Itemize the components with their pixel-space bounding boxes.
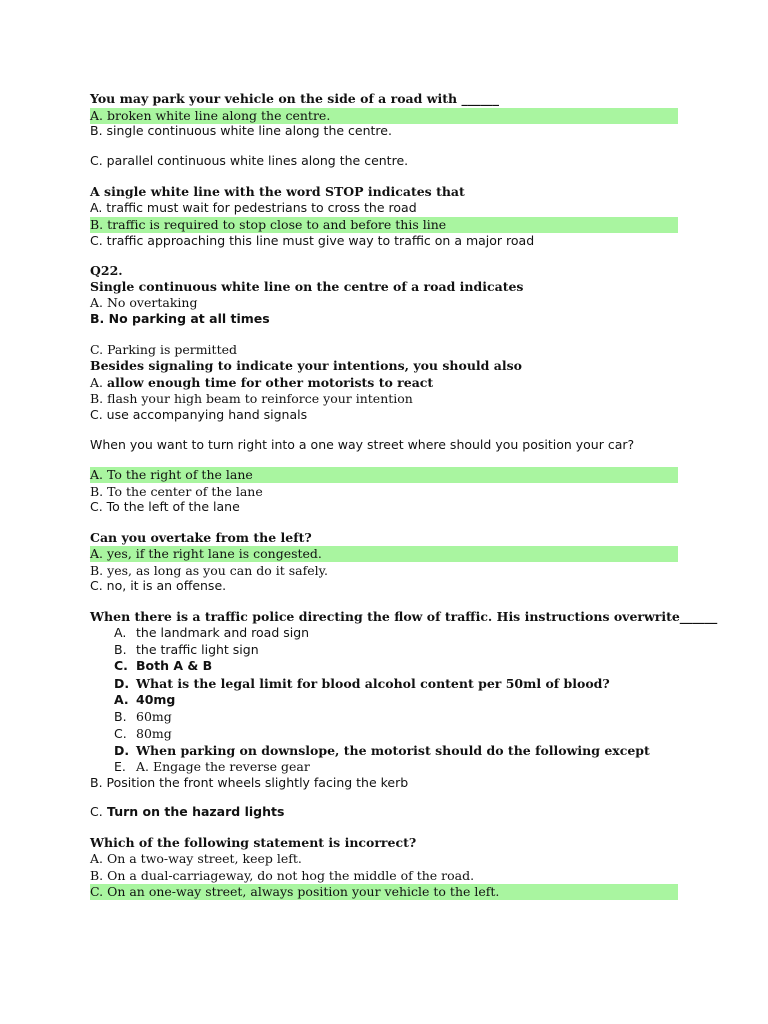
question-stop-line: A single white line with the word STOP indicates that (90, 184, 465, 199)
list-item (114, 726, 172, 742)
question-number: Q22. (90, 263, 123, 278)
option-a: A. traffic must wait for pedestrians to cross the road (90, 200, 417, 215)
question-park-vehicle: You may park your vehicle on the side of a road with ______ (90, 91, 499, 106)
question-signaling: Besides signaling to indicate your intentions, you should also (90, 358, 522, 373)
list-marker: C. (114, 726, 127, 741)
option-c: C. no, it is an offense. (90, 578, 227, 593)
list-text-answer-40mg: 40mg (136, 692, 176, 707)
answer-right-lane-congested-highlighted: A. yes, if the right lane is congested. (90, 546, 678, 562)
list-text: the traffic light sign (136, 642, 259, 657)
option-c: C. parallel continuous white lines along the centre. (90, 153, 409, 168)
list-marker: A. (114, 692, 129, 707)
answer-hazard-lights (90, 804, 284, 820)
list-item (114, 625, 309, 641)
question-continuous-line: Single continuous white line on the centre of a road indicates (90, 279, 524, 294)
question-turn-right: When you want to turn right into a one way street where should you position your car? (90, 437, 635, 452)
option-c: C. Parking is permitted (90, 342, 237, 357)
list-item (114, 692, 175, 708)
answer-one-way-left-highlighted: C. On an one-way street, always position your vehicle to the left. (90, 884, 678, 900)
option-c: C. use accompanying hand signals (90, 407, 308, 422)
list-item (114, 709, 172, 725)
list-item (114, 759, 310, 775)
answer-broken-line-highlighted: A. broken white line along the centre. (90, 108, 678, 124)
option-b: B. To the center of the lane (90, 484, 263, 499)
answer-stop-before-line-highlighted: B. traffic is required to stop close to and before this line (90, 217, 678, 233)
option-b: B. single continuous white line along the centre. (90, 123, 392, 138)
option-b: B. yes, as long as you can do it safely. (90, 563, 329, 578)
list-text: A. Engage the reverse gear (136, 759, 310, 774)
list-text: the landmark and road sign (136, 625, 310, 640)
list-marker: A. (114, 625, 127, 640)
answer-no-parking-bold: B. No parking at all times (90, 311, 270, 326)
list-item (114, 658, 212, 674)
question-traffic-police: When there is a traffic police directing the flow of traffic. His instructions overwrite______ (90, 609, 718, 624)
answer-right-of-lane-highlighted: A. To the right of the lane (90, 467, 678, 483)
list-item (114, 743, 650, 759)
option-b: B. flash your high beam to reinforce your intention (90, 391, 413, 406)
option-c: C. To the left of the lane (90, 499, 240, 514)
list-text: Both A & B (136, 658, 213, 673)
option-a: A. On a two-way street, keep left. (90, 851, 302, 866)
question-incorrect-statement: Which of the following statement is incorrect? (90, 835, 417, 850)
option-b: B. On a dual-carriageway, do not hog the middle of the road. (90, 868, 475, 883)
question-overtake-left: Can you overtake from the left? (90, 530, 312, 545)
option-a: A. No overtaking (90, 295, 198, 310)
option-prefix: C. (90, 804, 103, 819)
list-text-question-downslope: When parking on downslope, the motorist should do the following except (136, 743, 650, 758)
answer-text-bold: allow enough time for other motorists to react (107, 375, 434, 390)
list-marker: D. (114, 743, 130, 758)
answer-allow-time (90, 375, 433, 391)
list-item (114, 642, 259, 658)
list-text: 60mg (136, 709, 172, 724)
list-item (114, 676, 610, 692)
list-text: 80mg (136, 726, 172, 741)
option-prefix: A. (90, 375, 104, 390)
list-marker: E. (114, 759, 126, 774)
list-text-question-blood-alcohol: What is the legal limit for blood alcohol content per 50ml of blood? (136, 676, 610, 691)
list-marker: B. (114, 642, 127, 657)
option-c: C. traffic approaching this line must give way to traffic on a major road (90, 233, 535, 248)
option-b: B. Position the front wheels slightly facing the kerb (90, 775, 409, 790)
list-marker: B. (114, 709, 127, 724)
answer-text-bold: Turn on the hazard lights (102, 804, 285, 819)
list-marker: C. (114, 658, 128, 673)
list-marker: D. (114, 676, 130, 691)
